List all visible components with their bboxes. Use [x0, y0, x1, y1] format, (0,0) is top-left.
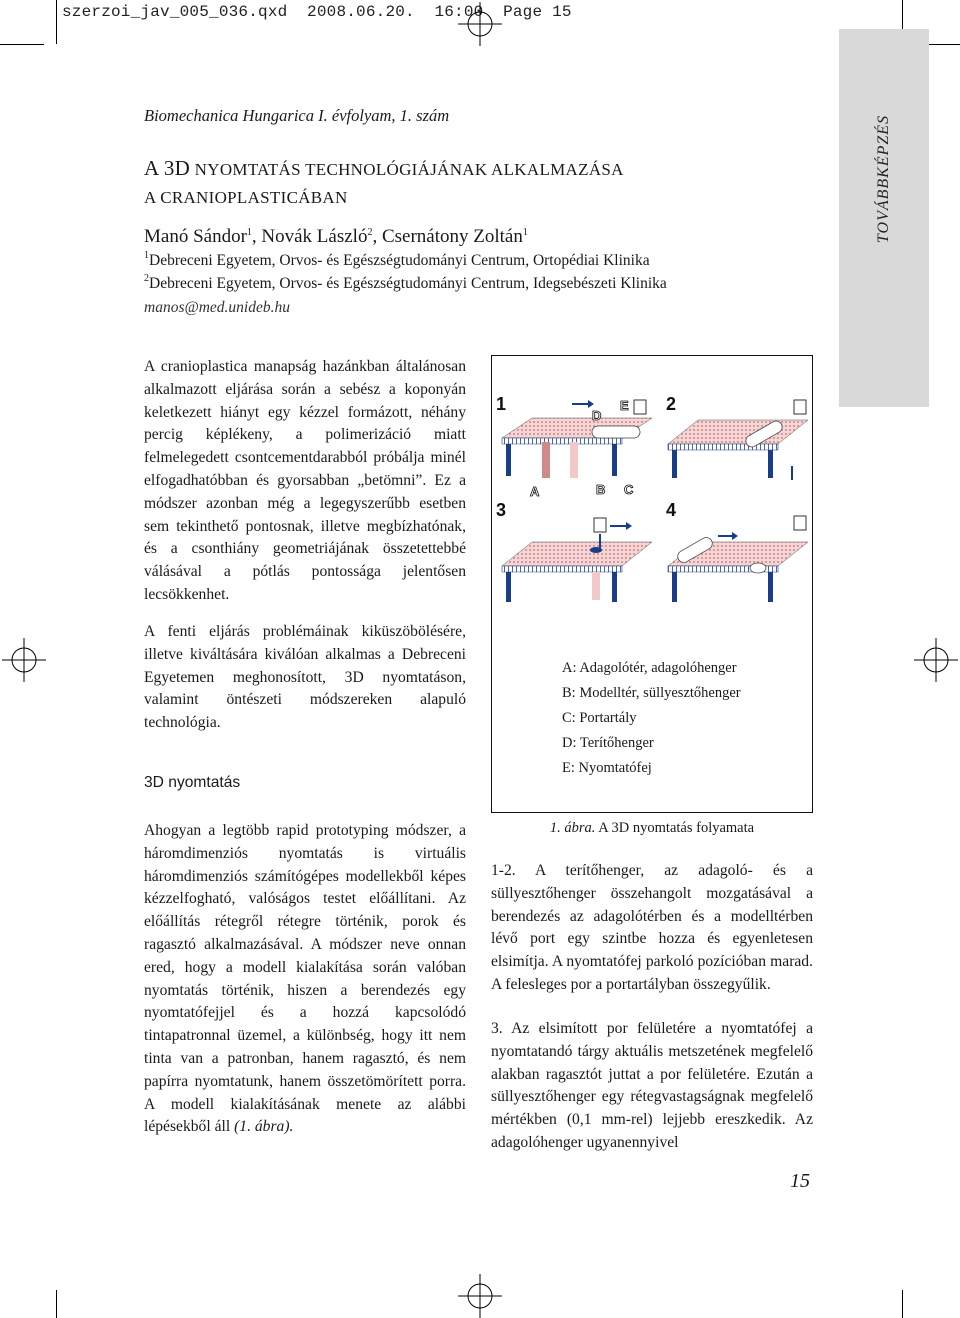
author-email-link[interactable]: manos@med.unideb.hu: [144, 299, 290, 316]
legend-item: C: Portartály: [562, 710, 637, 726]
author-name: Manó Sándor: [144, 226, 247, 247]
figure-legend: [562, 656, 741, 781]
figure-caption: [491, 820, 813, 837]
page-number: 15: [790, 1170, 810, 1192]
panel-number: 4: [666, 500, 677, 520]
intro-paragraph: [144, 356, 466, 607]
section-side-tab: [839, 29, 929, 407]
body-paragraph: [144, 820, 466, 1139]
right-text-1: 1-2. A terítőhenger, az adagoló- és a süllyesztőhenger összehangolt mozgatásával a berendezés az adagolótérben és a modelltérben lévő port egy szintbe hozza és egyenletesen elsimítja. A nyomtatófej parkoló pozícióban marad. A felesleges por a portartályban összegyűlik.: [491, 862, 813, 993]
crop-mark: [56, 0, 57, 44]
label-e: E: [620, 398, 629, 413]
legend-item: A: Adagolótér, adagolóhenger: [562, 660, 737, 676]
affiliation-sup: 2: [144, 273, 149, 284]
affiliation-1: [144, 252, 650, 270]
author-list: [144, 226, 528, 248]
crop-mark: [0, 44, 44, 45]
crop-mark: [56, 1290, 57, 1318]
body-text: [144, 820, 466, 1139]
legend-item: E: Nyomtatófej: [562, 760, 652, 776]
title-rest: NYOMTATÁS TECHNOLÓGIÁJÁNAK ALKALMAZÁSA: [190, 160, 624, 179]
registration-mark-icon: [458, 2, 502, 46]
figure-reference: (1. ábra).: [234, 1118, 294, 1136]
author-affil-sup: 2: [367, 227, 373, 238]
section-side-tab-label: TOVÁBBKÉPZÉS: [875, 114, 892, 244]
label-c: C: [624, 482, 634, 497]
author-affil-sup: 1: [522, 227, 528, 238]
affiliation-text: Debreceni Egyetem, Orvos- és Egészségtudományi Centrum, Ortopédiai Klinika: [149, 252, 650, 269]
panel-1: [496, 394, 652, 499]
section-heading: 3D nyomtatás: [144, 774, 241, 791]
figure-box: [491, 355, 813, 813]
registration-mark-icon: [2, 638, 46, 682]
intro-text: A cranioplastica manapság hazánkban általánosan alkalmazott eljárása során a sebész a koponyán keletkezett hiányt egy kézzel formázott, néhány percig képlékeny, a polimerizáció miatt felmelegedett csontcementdarabból próbálja minél elfogadhatóbban és gyorsabban „betömni”. Ez a módszer azonban még a legegyszerűbb esetben sem tekinthető pontosnak, illetve megbízhatónak, és a csonthiány geometriájának összetettebbé válásával a pótlás pontossága jelentősen lecsökkenhet.: [144, 358, 466, 603]
author-name: , Novák László: [251, 226, 368, 247]
registration-mark-icon: [458, 1274, 502, 1318]
legend-item: D: Terítőhenger: [562, 735, 654, 751]
right-paragraph-2: [491, 1018, 813, 1155]
panel-number: 1: [496, 394, 507, 414]
crop-mark: [902, 0, 903, 30]
caption-text: A 3D nyomtatás folyamata: [595, 820, 755, 836]
article-title-line1: [144, 156, 624, 181]
affiliation-text: Debreceni Egyetem, Orvos- és Egészségtudományi Centrum, Idegsebészeti Klinika: [149, 275, 667, 292]
panel-2: [666, 394, 808, 480]
caption-label: 1. ábra.: [549, 820, 596, 836]
author-name: , Csernátony Zoltán: [372, 226, 523, 247]
legend-item: B: Modelltér, süllyesztőhenger: [562, 685, 741, 701]
body-text-main: Ahogyan a legtöbb rapid prototyping módszer, a háromdimenziós nyomtatás is virtuális háromdimenziós számítógépes modellekből képes kézzelfogható, valóságos testet előállítani. Az előállítás rétegről rétegre történik, porok és ragasztó alkalmazásával. A módszer neve onnan ered, hogy a modell kialakítása során valóban nyomtatás történik, hiszen a berendezés egy nyomtatófejjel és a hozzá kapcsolódó tintapatronnal üzemel, a különbség, hogy itt nem tinta van a patronban, hanem ragasztó, és nem papírra nyomtatunk, hanem összetömörített porra. A modell kialakításának menete az alábbi lépésekből áll: [144, 822, 466, 1136]
panel-number: 2: [666, 394, 677, 414]
article-title-line2: A CRANIOPLASTICÁBAN: [144, 188, 348, 207]
second-text: A fenti eljárás problémáinak kiküszöbölésére, illetve kiváltására kiválóan alkalmas a Debreceni Egyetemen meghonosított, 3D nyomtatáson, valamint öntészeti módszereken alapuló technológia.: [144, 623, 466, 732]
print-slug: szerzoi_jav_005_036.qxd 2008.06.20. 16:00 Page 15: [62, 3, 572, 21]
author-affil-sup: 1: [246, 227, 252, 238]
affiliation-sup: 1: [144, 250, 149, 261]
second-paragraph: [144, 621, 466, 735]
right-text-2: 3. Az elsimított por felületére a nyomtatófej a nyomtatandó tárgy aktuális metszetének megfelelő alakban ragasztót juttat a por felületére. Ezután a süllyesztőhenger egy rétegvastagságnak megfelelő mértékben (0,1 mm-rel) lejjebb ereszkedik. Az adagolóhenger ugyanennyivel: [491, 1020, 813, 1151]
label-b: B: [596, 482, 606, 497]
panel-3: [496, 500, 652, 602]
right-paragraph-1: [491, 860, 813, 997]
label-a: A: [530, 484, 540, 499]
figure-diagram: [492, 356, 812, 616]
affiliation-2: [144, 275, 667, 293]
crop-mark: [902, 1290, 903, 1318]
panel-number: 3: [496, 500, 507, 520]
journal-header: Biomechanica Hungarica I. évfolyam, 1. szám: [144, 106, 450, 125]
panel-4: [666, 500, 808, 602]
title-3d: A 3D: [144, 156, 191, 180]
registration-mark-icon: [914, 638, 958, 682]
label-d: D: [592, 408, 602, 423]
